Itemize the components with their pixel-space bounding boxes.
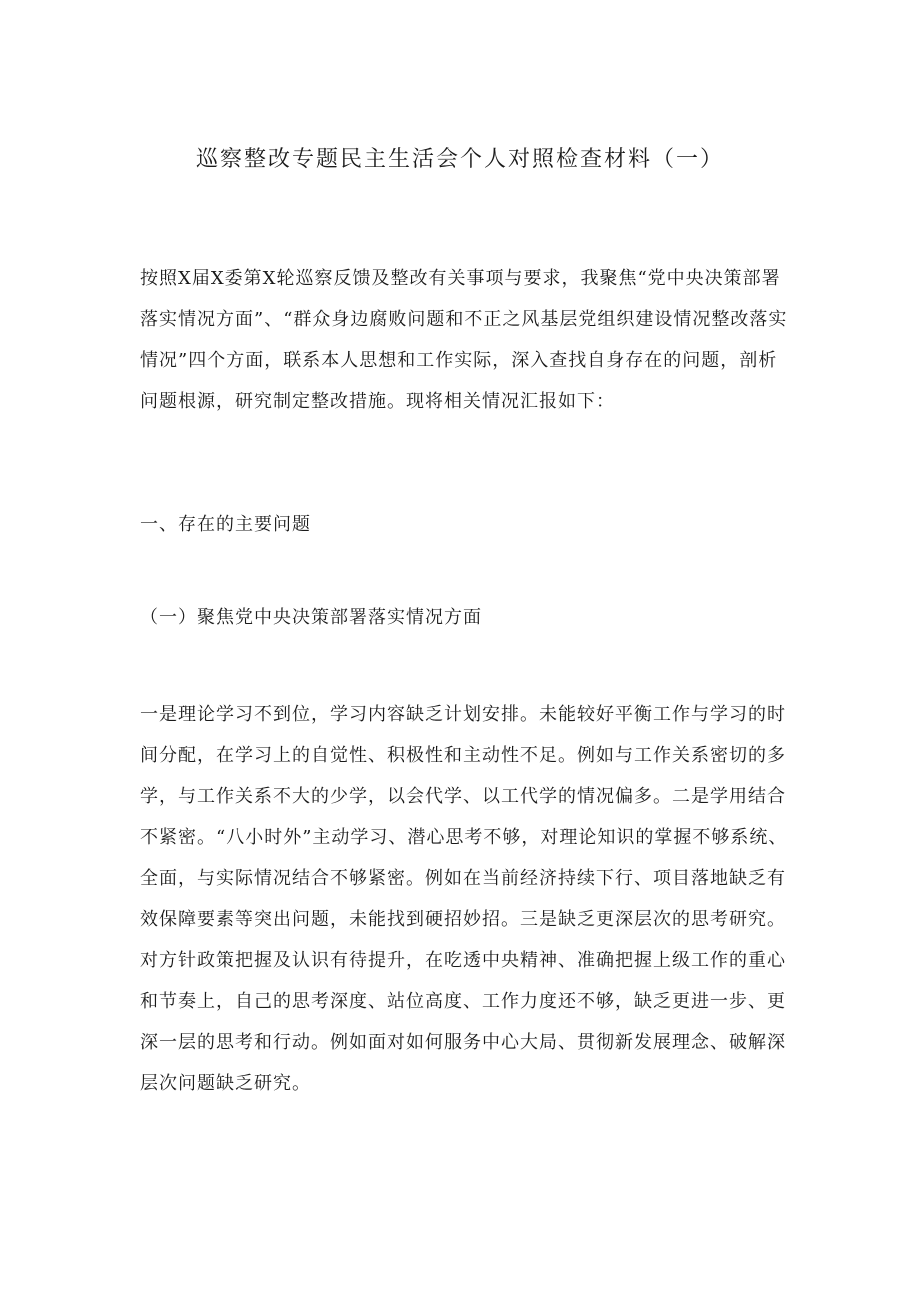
intro-paragraph: 按照X届X委第X轮巡察反馈及整改有关事项与要求，我聚焦“党中央决策部署落实情况方面”、“群众身边腐败问题和不正之风基层党组织建设情况整改落实情况”四个方面，联系本人思想和工作实际，深入查找自身存在的问题，剖析问题根源，研究制定整改措施。现将相关情况汇报如下： — [140, 268, 788, 412]
document-title: 巡察整改专题民主生活会个人对照检查材料（一） — [195, 147, 724, 172]
subsection-body-paragraph: 一是理论学习不到位，学习内容缺乏计划安排。未能较好平衡工作与学习的时间分配，在学习上的自觉性、积极性和主动性不足。例如与工作关系密切的多学，与工作关系不大的少学，以会代学、以工代学的情况偏多。二是学用结合不紧密。“八小时外”主动学习、潜心思考不够，对理论知识的掌握不够系统、全面，与实际情况结合不够紧密。例如在当前经济持续下行、项目落地缺乏有效保障要素等突出问题，未能找到硬招妙招。三是缺乏更深层次的思考研究。对方针政策把握及认识有待提升，在吃透中央精神、准确把握上级工作的重心和节奏上，自己的思考深度、站位高度、工作力度还不够，缺乏更进一步、更深一层的思考和行动。例如面对如何服务中心大局、贯彻新发展理念、破解深层次问题缺乏研究。 — [140, 704, 788, 1094]
section-heading-main-problems: 一、存在的主要问题 — [140, 514, 311, 535]
subsection-heading-central-decisions: （一）聚焦党中央决策部署落实情况方面 — [140, 607, 482, 628]
